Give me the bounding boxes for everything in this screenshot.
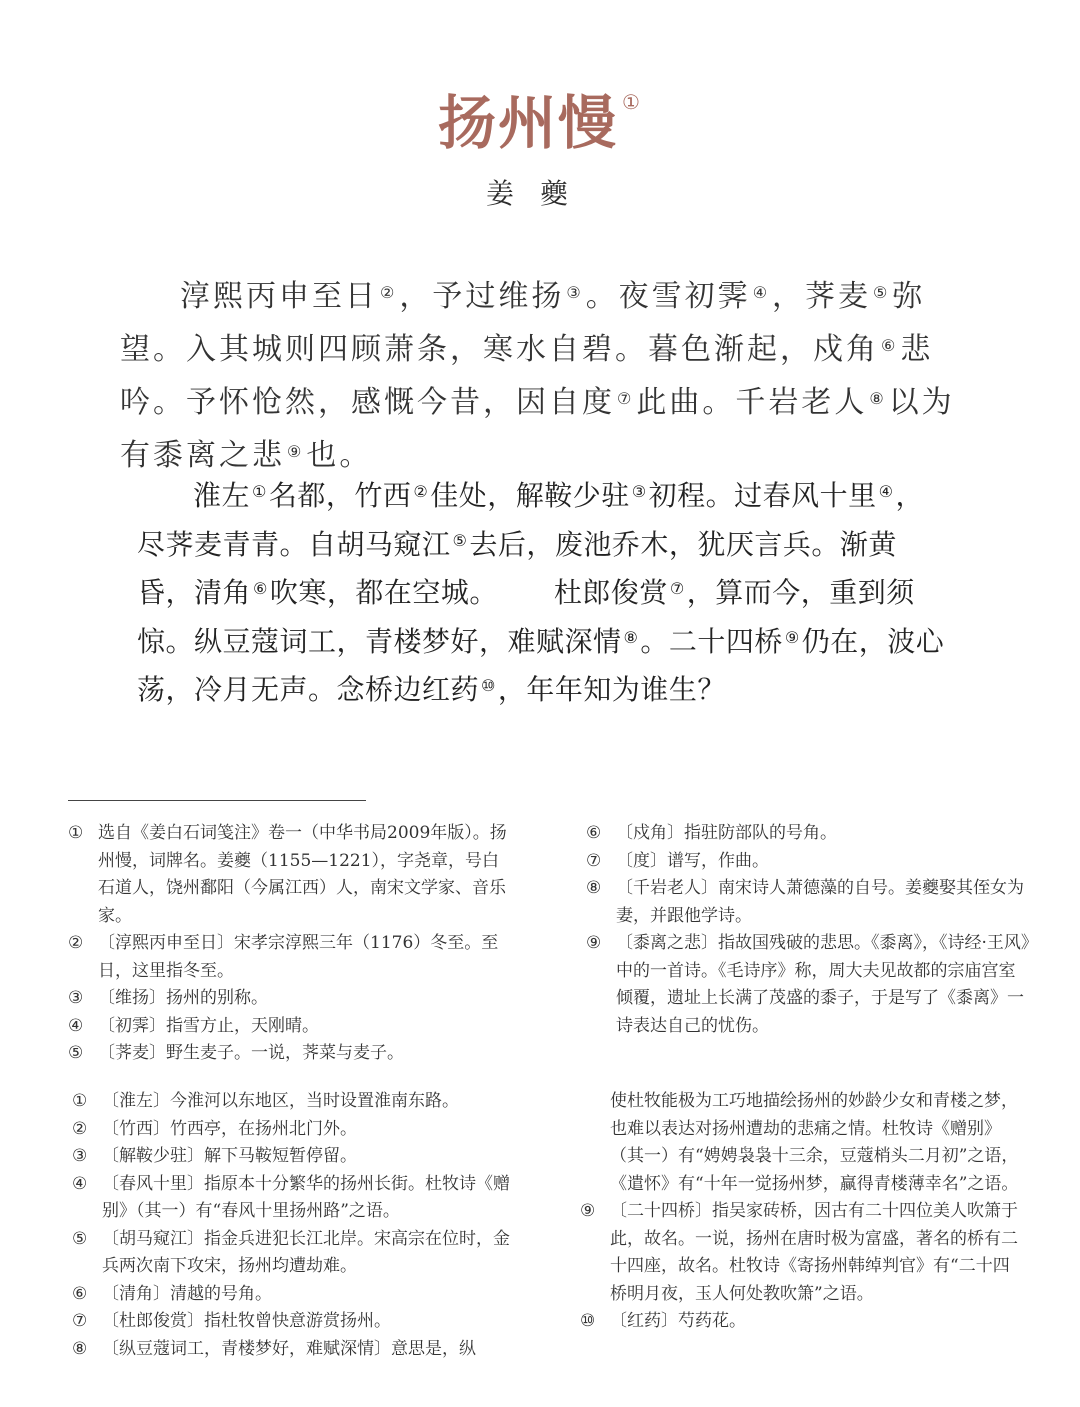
text-segment: 此曲。千岩老人 <box>636 385 868 420</box>
text-segment: 也。 <box>306 438 373 473</box>
text-segment: 初程。过春风十里 <box>648 479 877 512</box>
text-segment: ，尽荠麦青青。自胡马窥江 <box>137 479 924 561</box>
preface-paragraph <box>120 268 960 480</box>
footnote-marker: ⑨ <box>287 442 305 461</box>
poem-notes-left <box>72 1088 512 1363</box>
footnote-item <box>72 1308 512 1336</box>
title-text: 扬州慢 <box>438 89 619 157</box>
footnote-marker: ⑤ <box>873 283 891 302</box>
footnote-number: ⑤ <box>68 1043 84 1063</box>
footnote-marker: ④ <box>878 482 894 501</box>
footnote-item <box>580 1198 1020 1308</box>
footnote-item <box>68 1013 515 1041</box>
footnote-marker: ① <box>252 482 267 501</box>
footnote-text: 〔维扬〕扬州的别称。 <box>98 988 268 1008</box>
footnote-text: 选自《姜白石词笺注》卷一（中华书局2009年版）。扬州慢，词牌名。姜夔（1155—1221），字尧章，号白石道人，饶州鄱阳（今属江西）人，南宋文学家、音乐家。 <box>98 823 507 926</box>
footnote-number: ⑦ <box>586 850 602 871</box>
footnote-marker: ② <box>413 482 429 501</box>
footnote-item <box>586 820 1032 848</box>
footnote-number: ⑥ <box>586 823 602 843</box>
footnote-text: 〔二十四桥〕指吴家砖桥，因古有二十四位美人吹箫于此，故名。一说，扬州在唐时极为富盛，著名的桥有二十四座，故名。杜牧诗《寄扬州韩绰判官》有“二十四桥明月夜，玉人何处教吹箫”之语。 <box>610 1201 1018 1304</box>
text-segment: 悲吟。予怀怆然，感慨今昔，因自度 <box>120 332 934 420</box>
footnote-number: ④ <box>68 1015 84 1036</box>
footnote-number: ⑦ <box>72 1311 88 1331</box>
footnote-item <box>586 930 1032 1040</box>
text-segment: 淮左 <box>193 479 251 512</box>
footnote-number: ④ <box>72 1173 88 1194</box>
text-segment: ，荠麦 <box>772 279 872 314</box>
footnote-item <box>68 1040 515 1068</box>
footnote-marker: ⑤ <box>452 530 468 550</box>
text-segment: 去后，废池乔木，犹厌言兵。渐黄昏，清角 <box>137 527 897 609</box>
preface <box>120 268 960 480</box>
text-segment: 杜郎俊赏 <box>553 576 668 609</box>
footnote-text: 〔度〕谱写，作曲。 <box>616 850 769 871</box>
poem-notes-right <box>580 1088 1020 1336</box>
footnote-number: ⑨ <box>586 933 602 953</box>
text-segment: 佳处，解鞍少驻 <box>430 479 630 512</box>
footnote-text: 〔清角〕清越的号角。 <box>102 1283 272 1304</box>
footnote-item <box>72 1143 512 1171</box>
footnote-number: ② <box>68 933 84 953</box>
text-segment: ，算而今，重到须惊。纵豆蔻词工，青楼梦好，难赋深情 <box>137 576 915 658</box>
text-segment: 吹寒，都在空城。 <box>269 576 498 609</box>
text-segment: 。夜雪初霁 <box>585 279 751 314</box>
footnote-item <box>72 1171 512 1226</box>
poem-body <box>137 470 952 713</box>
footnote-number: ⑧ <box>586 878 602 898</box>
footnote-marker: ⑦ <box>669 579 685 598</box>
text-segment: ，予过维扬 <box>399 279 565 314</box>
title-note-marker: ① <box>622 90 642 114</box>
footnote-divider <box>68 800 366 801</box>
footnote-marker: ③ <box>566 283 584 302</box>
text-segment: 仍在，波心荡，冷月无声。念桥边红药 <box>137 624 945 706</box>
footnote-text: 〔竹西〕竹西亭，在扬州北门外。 <box>102 1118 357 1139</box>
footnote-item <box>68 930 515 985</box>
text-segment: ，年年知为谁生？ <box>497 673 726 706</box>
footnote-number: ⑩ <box>580 1311 596 1331</box>
footnote-number: ① <box>72 1091 88 1111</box>
footnote-number: ① <box>68 823 84 843</box>
footnote-item <box>68 820 515 930</box>
footnote-item <box>580 1088 1020 1198</box>
text-segment: 淳熙丙申至日 <box>180 279 378 314</box>
footnote-item <box>586 848 1032 876</box>
footnote-number: ⑨ <box>580 1201 596 1221</box>
footnote-text: 使杜牧能极为工巧地描绘扬州的妙龄少女和青楼之梦，也难以表达对扬州遭劫的悲痛之情。杜牧诗《赠别》（其一）有“娉娉袅袅十三余，豆蔻梢头二月初”之语，《遣怀》有“十年一觉扬州梦，赢得青楼薄幸名”之语。 <box>610 1091 1019 1194</box>
footnote-marker: ② <box>380 283 398 302</box>
footnote-item <box>580 1308 1020 1336</box>
text-segment: 以为有黍离之悲 <box>120 385 955 473</box>
footnote-number: ③ <box>68 988 84 1008</box>
footnote-number: ⑤ <box>72 1228 88 1249</box>
footnote-text: 〔淳熙丙申至日〕宋孝宗淳熙三年（1176）冬至。至日，这里指冬至。 <box>98 933 499 981</box>
footnote-item <box>68 985 515 1013</box>
footnote-number: ⑥ <box>72 1283 88 1304</box>
footnote-number: ⑧ <box>72 1338 88 1359</box>
preface-notes-left <box>68 820 515 1068</box>
footnote-marker: ⑦ <box>617 389 635 408</box>
footnote-text: 〔胡马窥江〕指金兵进犯长江北岸。宋高宗在位时，金兵两次南下攻宋，扬州均遭劫难。 <box>102 1228 510 1276</box>
footnote-item <box>586 875 1032 930</box>
footnote-text: 〔黍离之悲〕指故国残破的悲思。《黍离》，《诗经·王风》中的一首诗。《毛诗序》称，周大夫见故都的宗庙宫室倾覆，遗址上长满了茂盛的黍子，于是写了《黍离》一诗表达自己的忧伤。 <box>616 933 1030 1036</box>
footnote-marker: ④ <box>752 283 771 302</box>
footnote-number: ② <box>72 1118 88 1139</box>
footnote-marker: ⑥ <box>253 579 268 598</box>
footnote-item <box>72 1226 512 1281</box>
footnote-text: 〔红药〕芍药花。 <box>610 1311 746 1331</box>
text-segment: 名都，竹西 <box>268 479 412 512</box>
footnote-marker: ⑨ <box>784 627 800 647</box>
footnote-text: 〔春风十里〕指原本十分繁华的扬州长街。杜牧诗《赠别》（其一）有“春风十里扬州路”之语。 <box>102 1173 510 1221</box>
footnote-marker: ⑥ <box>881 336 899 355</box>
footnote-text: 〔千岩老人〕南宋诗人萧德藻的自号。姜夔娶其侄女为妻，并跟他学诗。 <box>616 878 1024 926</box>
footnote-item <box>72 1116 512 1144</box>
footnote-marker: ⑩ <box>481 676 496 695</box>
preface-notes-right <box>586 820 1032 1040</box>
footnote-text: 〔初霁〕指雪方止，天刚晴。 <box>98 1015 319 1036</box>
footnote-text: 〔杜郎俊赏〕指杜牧曾快意游赏扬州。 <box>102 1311 391 1331</box>
footnote-marker: ⑧ <box>869 389 887 408</box>
footnote-item <box>72 1088 512 1116</box>
footnote-marker: ⑧ <box>623 627 639 647</box>
author-name: 姜夔 <box>485 177 594 210</box>
poem-title <box>0 62 1080 163</box>
footnote-text: 〔纵豆蔻词工，青楼梦好，难赋深情〕意思是，纵 <box>102 1338 476 1359</box>
footnote-text: 〔荠麦〕野生麦子。一说，荠菜与麦子。 <box>98 1043 404 1063</box>
text-segment: 。二十四桥 <box>640 624 783 658</box>
text-segment: 弥望。入其城则四顾萧条，寒水自碧。暮色渐起，戍角 <box>120 279 926 367</box>
footnote-item <box>72 1336 512 1364</box>
footnote-number: ③ <box>72 1146 88 1166</box>
footnote-marker: ③ <box>631 482 647 501</box>
footnote-text: 〔戍角〕指驻防部队的号角。 <box>616 823 837 843</box>
footnote-item <box>72 1281 512 1309</box>
footnote-text: 〔淮左〕今淮河以东地区，当时设置淮南东路。 <box>102 1091 459 1111</box>
poem-paragraph <box>137 470 952 713</box>
footnote-text: 〔解鞍少驻〕解下马鞍短暂停留。 <box>102 1146 357 1166</box>
